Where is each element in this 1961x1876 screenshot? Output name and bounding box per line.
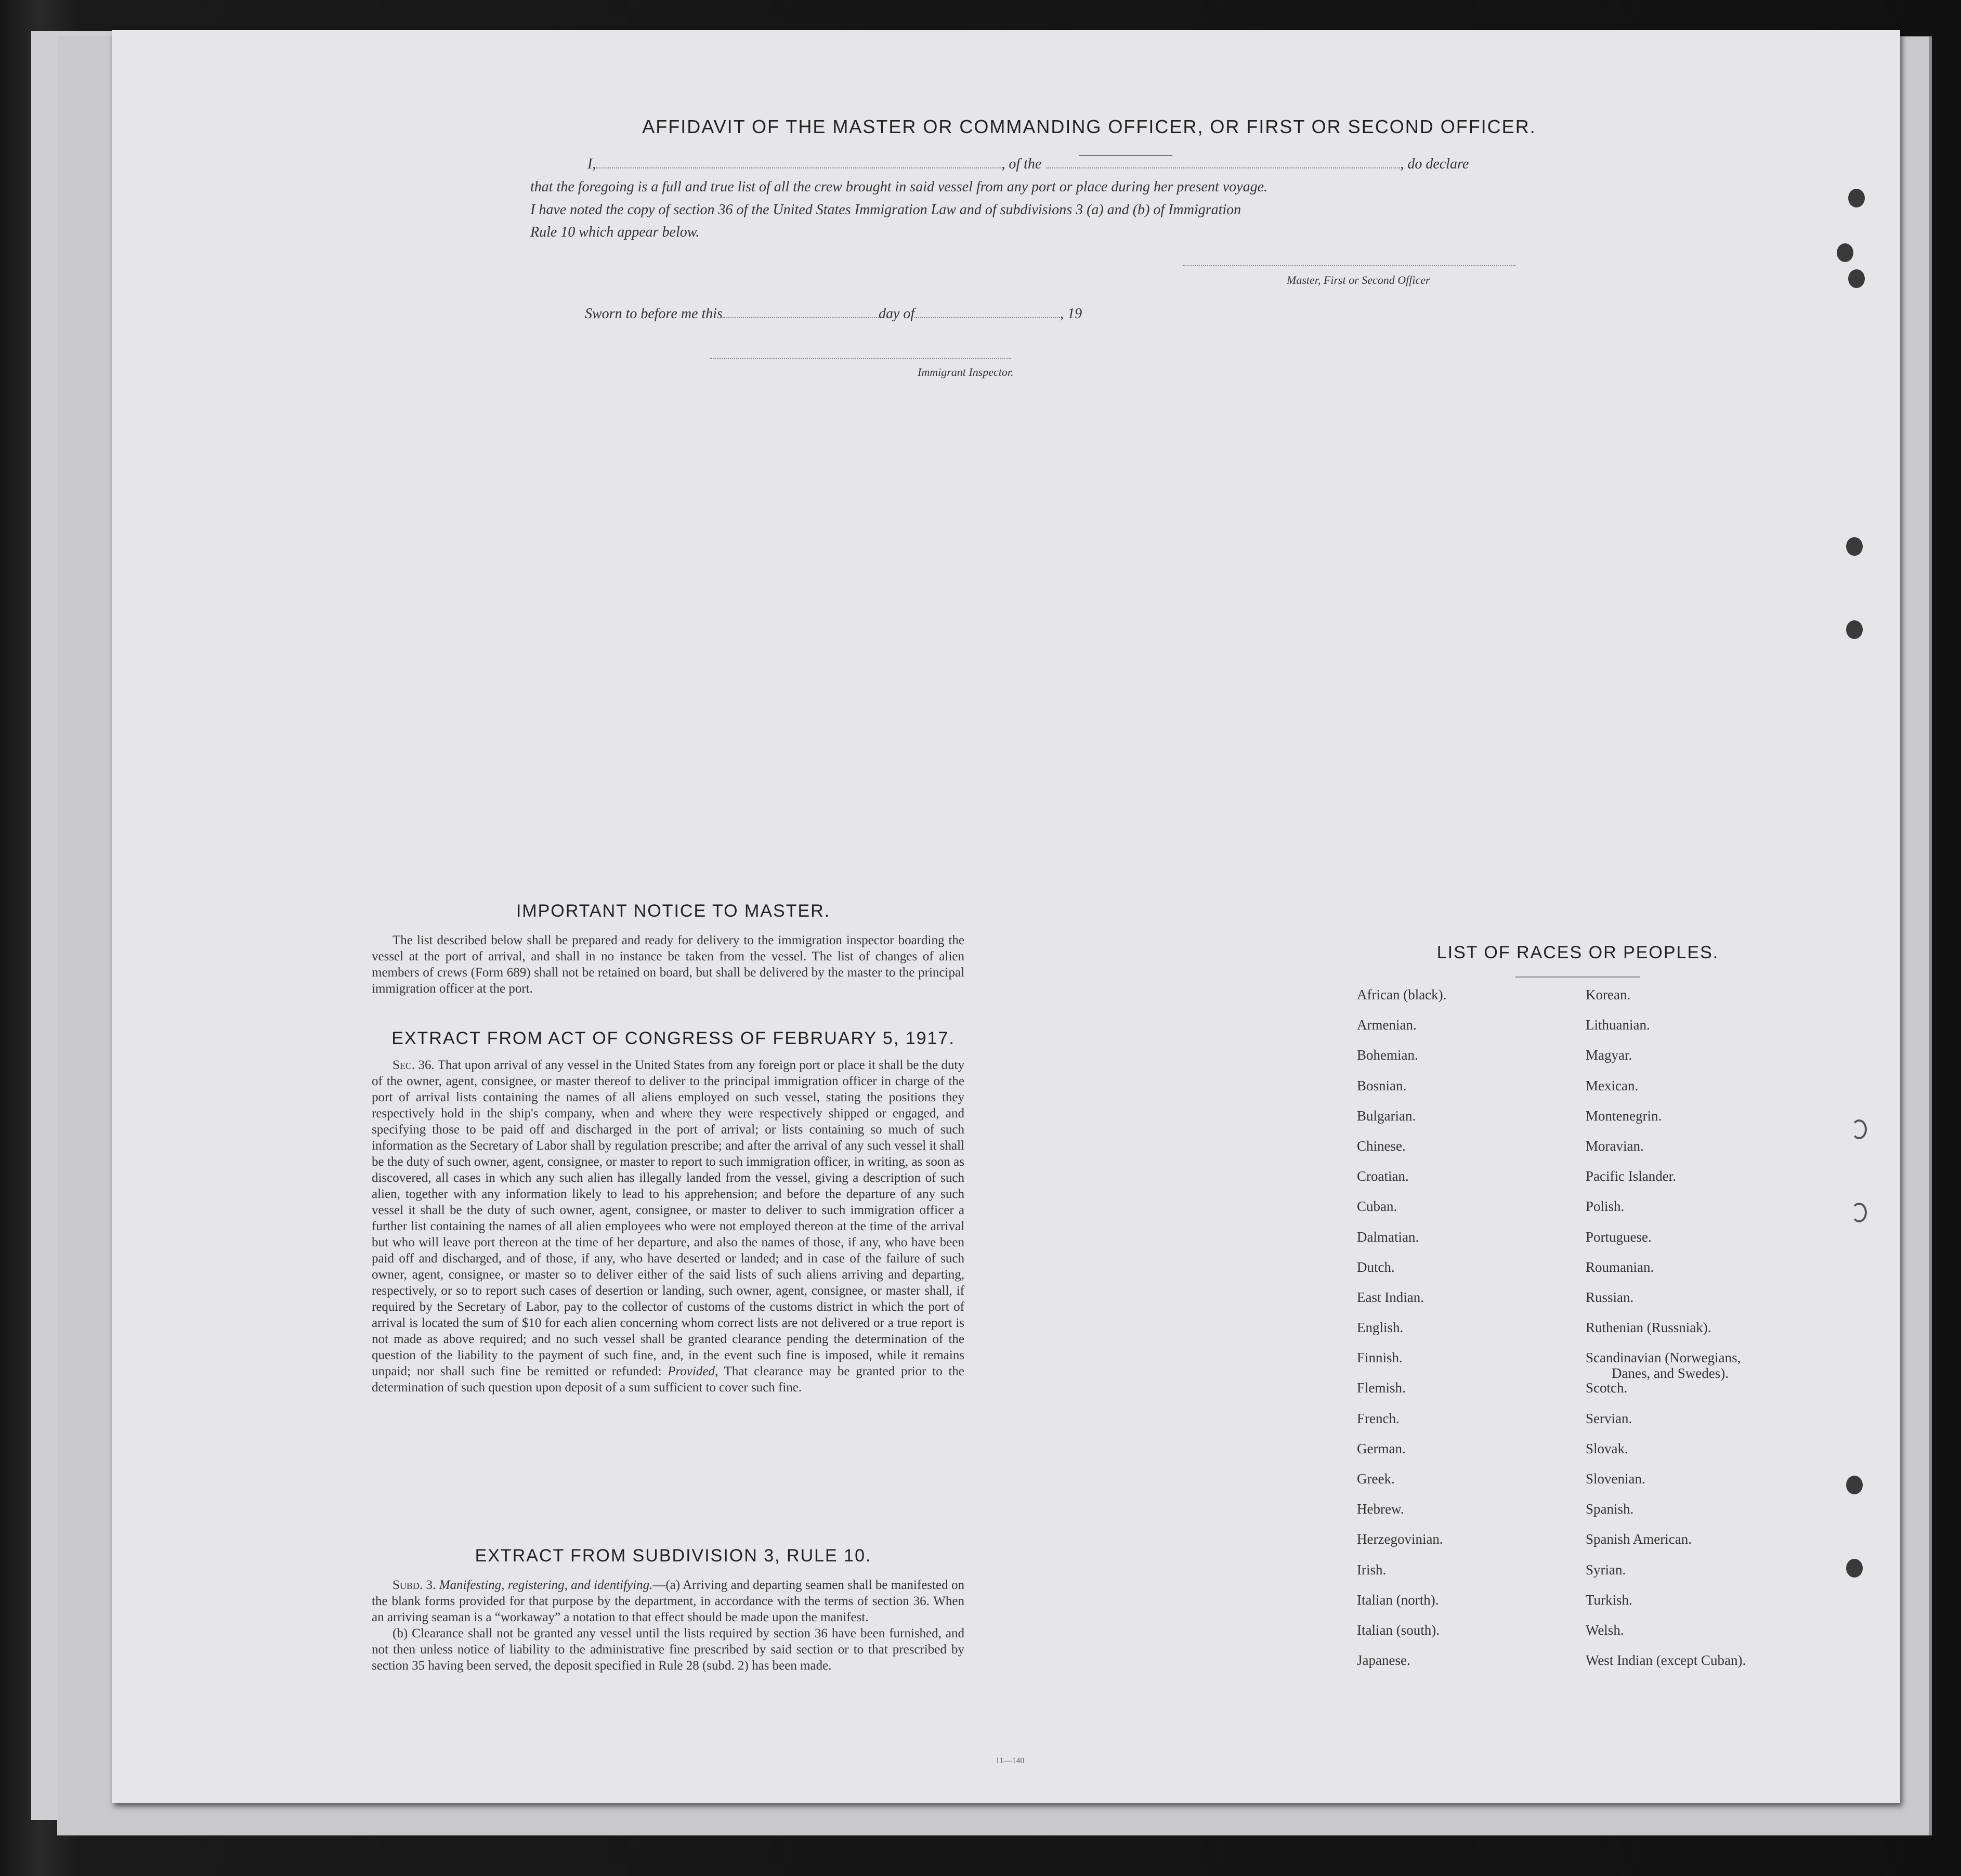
month-blank xyxy=(914,317,1060,318)
name-blank xyxy=(596,167,1001,168)
race-item: Herzegovinian. xyxy=(1357,1531,1443,1547)
race-item: Japanese. xyxy=(1357,1652,1410,1669)
race-item: Portuguese. xyxy=(1586,1229,1652,1245)
sworn-prefix: Sworn to before me this xyxy=(585,306,723,322)
race-item: Slovenian. xyxy=(1586,1471,1645,1487)
sworn-year: , 19 xyxy=(1060,306,1082,322)
rule-text xyxy=(372,1577,964,1674)
sec-label: Sec. 36. xyxy=(393,1058,435,1072)
affidavit-declare: , do declare xyxy=(1400,156,1469,172)
race-item: West Indian (except Cuban). xyxy=(1586,1652,1746,1669)
race-item: Bosnian. xyxy=(1357,1077,1407,1093)
race-item: East Indian. xyxy=(1357,1289,1424,1305)
race-item: Mexican. xyxy=(1586,1077,1639,1093)
race-item: Scandinavian (Norwegians, Danes, and Swedes). xyxy=(1586,1350,1741,1382)
race-item: African (black). xyxy=(1357,987,1447,1002)
race-item: Roumanian. xyxy=(1586,1259,1654,1275)
race-item: Russian. xyxy=(1586,1289,1634,1305)
affidavit-of-the: , of the xyxy=(1001,156,1042,172)
rule-heading: EXTRACT FROM SUBDIVISION 3, RULE 10. xyxy=(475,1546,872,1566)
punch-hole-icon xyxy=(1848,189,1865,207)
affidavit-line-2: that the foregoing is a full and true list of all the crew brought in said vessel from any port or place during her present voyage. xyxy=(530,179,1268,195)
race-item: Irish. xyxy=(1357,1561,1387,1578)
race-item: Chinese. xyxy=(1357,1138,1406,1154)
act-heading: EXTRACT FROM ACT OF CONGRESS OF FEBRUARY 5, 1917. xyxy=(391,1028,955,1048)
punch-hole-icon xyxy=(1837,243,1853,262)
race-item: Korean. xyxy=(1586,987,1631,1002)
race-item: Magyar. xyxy=(1586,1047,1632,1063)
vessel-blank xyxy=(1047,167,1400,168)
race-item: Greek. xyxy=(1357,1471,1395,1487)
document-page xyxy=(112,30,1900,1803)
provided-word: Provided, xyxy=(668,1364,718,1378)
race-item: Italian (north). xyxy=(1357,1592,1439,1608)
act-paragraph xyxy=(372,1057,964,1396)
punch-hole-icon xyxy=(1846,620,1863,639)
punch-hole-icon xyxy=(1848,269,1865,288)
form-number: 11—140 xyxy=(996,1756,1025,1765)
master-signature-blank xyxy=(1183,265,1515,266)
race-item: English. xyxy=(1357,1320,1404,1336)
race-item: Dalmatian. xyxy=(1357,1229,1419,1245)
inspector-label: Immigrant Inspector. xyxy=(918,366,1014,379)
act-text xyxy=(372,1057,964,1396)
race-item: Hebrew. xyxy=(1357,1501,1404,1517)
race-item: Spanish American. xyxy=(1586,1531,1692,1547)
race-item: Servian. xyxy=(1586,1410,1632,1426)
notice-text xyxy=(372,932,964,997)
subd-title: Manifesting, registering, and identifying. xyxy=(439,1578,653,1592)
race-item: Polish. xyxy=(1586,1198,1625,1215)
race-item: Spanish. xyxy=(1586,1501,1634,1517)
race-item: Flemish. xyxy=(1357,1380,1406,1396)
race-item: Pacific Islander. xyxy=(1586,1168,1676,1184)
master-label: Master, First or Second Officer xyxy=(1287,273,1430,286)
race-item: Slovak. xyxy=(1586,1440,1628,1456)
affidavit-line-1 xyxy=(587,156,1469,173)
rule-paragraph-a xyxy=(372,1577,964,1625)
race-item: Finnish. xyxy=(1357,1350,1403,1366)
punch-hole-icon xyxy=(1851,1119,1867,1139)
race-item: Ruthenian (Russniak). xyxy=(1586,1320,1711,1336)
race-item: Bohemian. xyxy=(1357,1047,1418,1063)
races-heading: LIST OF RACES OR PEOPLES. xyxy=(1436,943,1719,962)
races-left-column xyxy=(1357,987,1446,1683)
races-divider xyxy=(1515,976,1640,978)
sworn-line xyxy=(585,306,1082,322)
punch-hole-icon xyxy=(1846,1559,1863,1578)
race-item: Dutch. xyxy=(1357,1259,1395,1275)
race-item: Italian (south). xyxy=(1357,1622,1440,1638)
race-item: Lithuanian. xyxy=(1586,1017,1650,1033)
inspector-signature-blank xyxy=(710,358,1011,359)
day-blank xyxy=(723,317,879,318)
race-item: Armenian. xyxy=(1357,1017,1417,1033)
act-body-end: That clearance may be granted prior to the determination of such question upon deposit of a sum sufficient to cover such fine. xyxy=(372,1364,964,1395)
races-right-column xyxy=(1586,987,1746,1683)
race-item: Welsh. xyxy=(1586,1622,1624,1638)
affidavit-i: I, xyxy=(587,156,596,172)
rule-a-text: —(a) Arriving and departing seamen shall be manifested on the blank forms provided for that purpose by the department, in accordance with the terms of section 36. When an arriving seaman is a “workaway” a notation to that effect should be made upon the manifest. xyxy=(372,1578,964,1624)
notice-heading: IMPORTANT NOTICE TO MASTER. xyxy=(516,901,831,921)
notice-paragraph: The list described below shall be prepared and ready for delivery to the immigration inspector boarding the vessel at the port of arrival, and shall in no instance be taken from the vessel. The list of changes of alien members of crews (Form 689) shall not be retained on board, but shall be delivered by the master to the principal immigration officer at the port. xyxy=(372,933,964,996)
race-item: German. xyxy=(1357,1440,1406,1456)
race-item: Scotch. xyxy=(1586,1380,1628,1396)
punch-hole-icon xyxy=(1846,537,1863,556)
punch-hole-icon xyxy=(1851,1203,1867,1222)
act-body: That upon arrival of any vessel in the United States from any foreign port or place it shall be the duty of the owner, agent, consignee, or master thereof to deliver to the principal immigration officer in charge of the port of arrival lists containing the names of all aliens employed on such vessel, stating the positions they respectively hold in the ship's company, when and where they were respectively shipped or engaged, and specifying those to be paid off and discharged in the port of arrival; or lists containing so much of such information as the Secretary of Labor shall by regulation prescribe; and after the arrival of any such vessel it shall be the duty of such owner, agent, consignee, or master to report to such immigration officer, in writing, as soon as discovered, all cases in which any such alien has illegally landed from the vessel, giving a description of such alien, together with any information likely to lead to his apprehension; and before the departure of any such vessel it shall be the duty of such owner, agent, consignee, or master to deliver to such immigration officer a further list containing the names of all alien employees who were not employed thereon at the time of the arrival but who will leave port thereon at the time of her departure, and also the names of those, if any, who have been paid off and discharged, and of those, if any, who have deserted or landed; and in case of the failure of such owner, agent, consignee, or master so to deliver either of the said lists of such aliens arriving and departing, respectively, or so to report such cases of desertion or landing, such owner, agent, consignee, or master shall, if required by the Secretary of Labor, pay to the collector of customs of the customs district in which the port of arrival is located the sum of $10 for each alien concerning whom correct lists are not delivered or a true report is not made as above required; and no such vessel shall be granted clearance pending the determination of the question of the liability to the payment of such fine, and, in the event such fine is imposed, while it remains unpaid; nor shall such fine be remitted or refunded: xyxy=(372,1058,964,1378)
rule-paragraph-b: (b) Clearance shall not be granted any vessel until the lists required by section 36 have been furnished, and not then unless notice of liability to the administrative fine prescribed by said section or to that prescribed by section 35 having been served, the deposit specified in Rule 28 (subd. 2) has been made. xyxy=(372,1626,964,1673)
race-item: Turkish. xyxy=(1586,1592,1632,1608)
race-item: French. xyxy=(1357,1410,1400,1426)
race-item: Croatian. xyxy=(1357,1168,1409,1184)
race-item: Bulgarian. xyxy=(1357,1108,1416,1124)
race-item: Cuban. xyxy=(1357,1198,1397,1215)
punch-hole-icon xyxy=(1846,1476,1863,1494)
affidavit-line-3: I have noted the copy of section 36 of the United States Immigration Law and of subdivisions 3 (a) and (b) of Immigration xyxy=(530,202,1241,218)
subd-label: Subd. 3. xyxy=(393,1578,436,1592)
affidavit-title: AFFIDAVIT OF THE MASTER OR COMMANDING OFFICER, OR FIRST OR SECOND OFFICER. xyxy=(642,116,1536,137)
sworn-day-of: day of xyxy=(878,306,915,322)
race-item: Montenegrin. xyxy=(1586,1108,1662,1124)
affidavit-line-4: Rule 10 which appear below. xyxy=(530,224,700,240)
race-item: Moravian. xyxy=(1586,1138,1644,1154)
race-item: Syrian. xyxy=(1586,1561,1626,1578)
